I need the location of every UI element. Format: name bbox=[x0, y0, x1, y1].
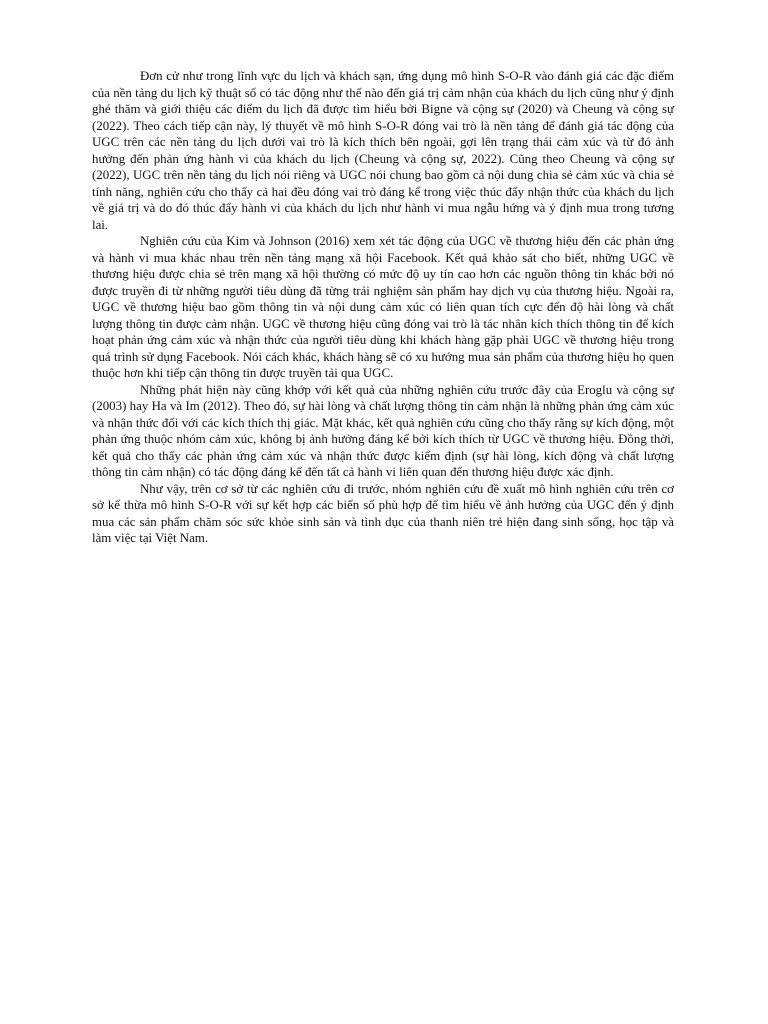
document-body bbox=[92, 68, 674, 547]
paragraph-1: Đơn cử như trong lĩnh vực du lịch và khách sạn, ứng dụng mô hình S-O-R vào đánh giá các đặc điểm của nền tảng du lịch kỹ thuật số có tác động như thế nào đến giá trị cảm nhận của khách du lịch cũng như ý định ghé thăm và giới thiệu các điểm du lịch đã được tìm hiểu bởi Bigne và cộng sự (2020) và Cheung và cộng sự (2022). Theo cách tiếp cận này, lý thuyết về mô hình S-O-R đóng vai trò là nền tảng để đánh giá tác động của UGC trên các nền tảng du lịch dưới vai trò là kích thích bên ngoài, gợi lên trạng thái cảm xúc và từ đó ảnh hưởng đến phản ứng hành vi của khách du lịch (Cheung và cộng sự, 2022). Cũng theo Cheung và cộng sự (2022), UGC trên nền tảng du lịch nói riêng và UGC nói chung bao gồm cả nội dung chia sẻ cảm xúc và chia sẻ tính năng, nghiên cứu cho thấy cả hai đều đóng vai trò đáng kể trong việc thúc đẩy nhận thức của khách du lịch về giá trị và do đó thúc đẩy hành vi của khách du lịch như hành vi mua ngẫu hứng và ý định mua trong tương lai. bbox=[92, 69, 674, 232]
paragraph-4: Như vậy, trên cơ sở từ các nghiên cứu đi trước, nhóm nghiên cứu đề xuất mô hình nghiên cứu trên cơ sở kế thừa mô hình S-O-R với sự kết hợp các biến số phù hợp để tìm hiểu về ảnh hưởng của UGC đến ý định mua các sản phẩm chăm sóc sức khỏe sinh sản và tình dục của thanh niên trẻ hiện đang sinh sống, học tập và làm việc tại Việt Nam. bbox=[92, 481, 674, 545]
paragraph-2: Nghiên cứu của Kim và Johnson (2016) xem xét tác động của UGC về thương hiệu đến các phản ứng và hành vi mua khác nhau trên nền tảng mạng xã hội Facebook. Kết quả khảo sát cho biết, những UGC về thương hiệu được chia sẻ trên mạng xã hội thường có mức độ uy tín cao hơn các nguồn thông tin khác bởi nó được truyền đi từ những người tiêu dùng đã từng trải nghiệm sản phẩm hay dịch vụ của thương hiệu. Ngoài ra, UGC về thương hiệu bao gồm thông tin và nội dung cảm xúc có liên quan tích cực đến độ hài lòng và chất lượng thông tin được cảm nhận. UGC về thương hiệu cũng đóng vai trò là tác nhân kích thích thông tin để kích hoạt phản ứng cảm xúc và nhận thức của người tiêu dùng khi khách hàng gặp phải UGC về thương hiệu trong quá trình sử dụng Facebook. Nói cách khác, khách hàng sẽ có xu hướng mua sản phẩm của thương hiệu họ quen thuộc hơn khi tiếp cận thông tin được truyền tải qua UGC. bbox=[92, 234, 674, 380]
paragraph-3: Những phát hiện này cũng khớp với kết quả của những nghiên cứu trước đây của Eroglu và cộng sự (2003) hay Ha và Im (2012). Theo đó, sự hài lòng và chất lượng thông tin cảm nhận là những phản ứng cảm xúc và nhận thức đối với các kích thích thị giác. Mặt khác, kết quả nghiên cứu cũng cho thấy rằng sự kích động, một phản ứng thuộc nhóm cảm xúc, không bị ảnh hưởng đáng kể bởi kích thích từ UGC về thương hiệu. Đồng thời, kết quả cho thấy các phản ứng cảm xúc và nhận thức được kiểm định (sự hài lòng, kích động và chất lượng thông tin cảm nhận) có tác động đáng kể đến tất cả hành vi liên quan đến thương hiệu được xác định. bbox=[92, 382, 674, 479]
